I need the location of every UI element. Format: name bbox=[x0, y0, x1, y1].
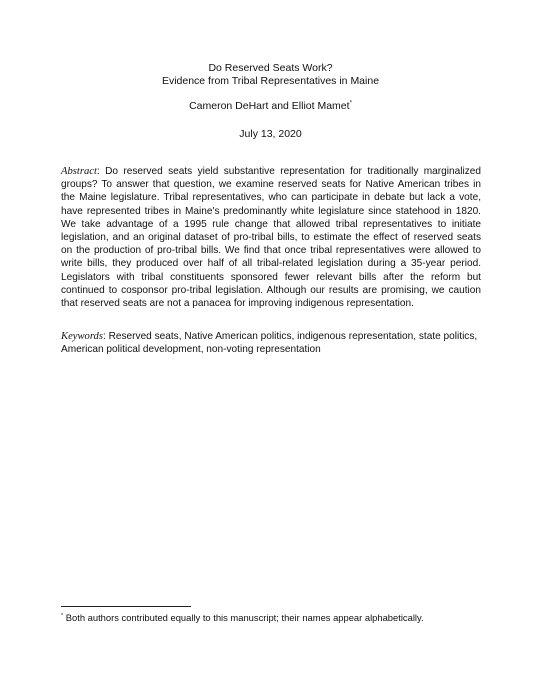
title-line-2: Evidence from Tribal Representatives in Maine bbox=[161, 75, 380, 87]
abstract-text: Do reserved seats yield substantive representation for traditionally marginalized groups? To answer that question, we examine reserved seats for Native American tribes in the Maine legislature. Tribal representatives, who can participate in debate but lack a vote, have represented tribes in Maine's predominantly white legislature since statehood in 1820. We take advantage of a 1995 rule change that allowed tribal representatives to initiate legislation, and an original dataset of pro-tribal bills, to estimate the effect of reserved seats on the production of pro-tribal bills. We find that once tribal representatives were allowed to write bills, they produced over half of all tribal-related legislation during a 35-year period. Legislators with tribal constituents sponsored fewer relevant bills after the reform but continued to cosponsor pro-tribal legislation. Although our results are promising, we caution that reserved seats are not a panacea for improving indigenous representation. bbox=[61, 166, 481, 310]
footnote-divider bbox=[61, 606, 191, 607]
footnote bbox=[61, 612, 481, 624]
paper-title bbox=[0, 62, 541, 88]
footnote-mark: * bbox=[61, 612, 64, 619]
author-line bbox=[0, 100, 541, 113]
author-names: Cameron DeHart and Elliot Mamet bbox=[189, 100, 350, 112]
paper-date: July 13, 2020 bbox=[239, 128, 302, 140]
title-line-1: Do Reserved Seats Work? bbox=[208, 62, 333, 74]
abstract-label: Abstract bbox=[61, 166, 97, 177]
author-footnote-mark: * bbox=[349, 100, 352, 107]
footnote-text: Both authors contributed equally to this manuscript; their names appear alphabetically. bbox=[63, 612, 424, 623]
keywords-text: Reserved seats, Native American politics, indigenous representation, state politics, American political development, non-voting representation bbox=[61, 331, 478, 356]
keywords-paragraph bbox=[61, 330, 481, 356]
keywords-label: Keywords bbox=[61, 331, 103, 342]
abstract-separator: : bbox=[96, 166, 100, 177]
keywords-separator: : bbox=[102, 331, 106, 342]
abstract-paragraph bbox=[61, 165, 481, 310]
